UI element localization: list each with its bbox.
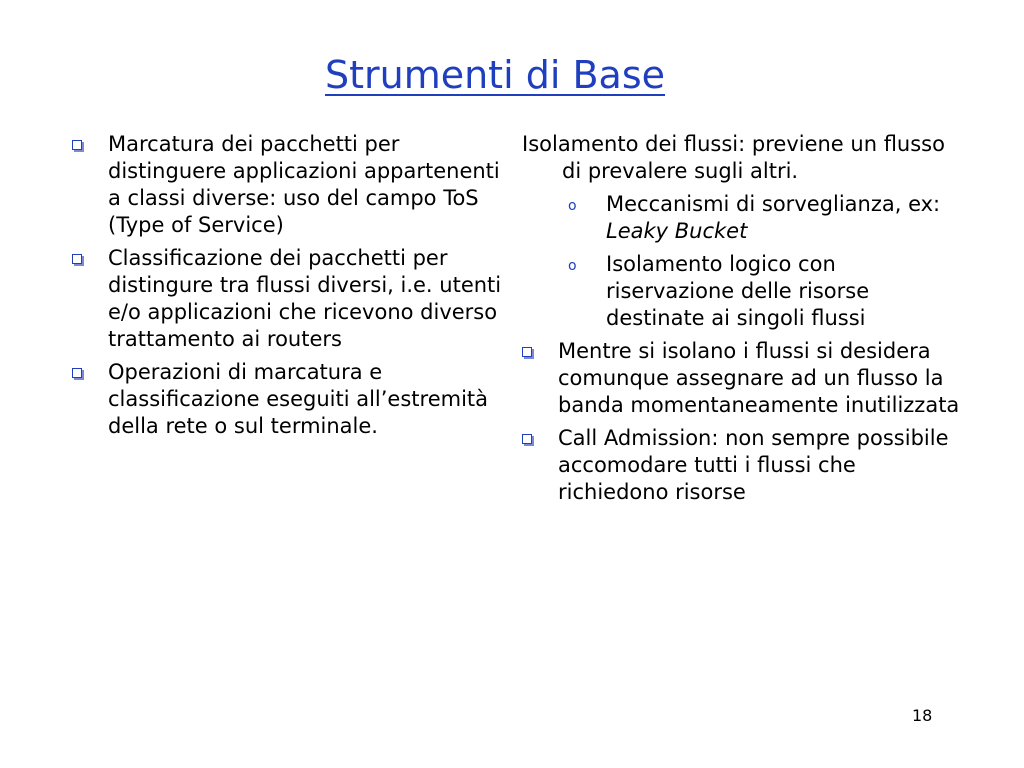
- circle-bullet-icon: o: [568, 198, 577, 214]
- sub-list-item-plain: Meccanismi di sorveglianza, ex:: [606, 192, 941, 216]
- list-item: [72, 359, 502, 440]
- sub-list-item-text: Isolamento logico con riservazione delle risorse destinate ai singoli flussi: [606, 252, 870, 330]
- circle-bullet-icon: o: [568, 258, 577, 274]
- sub-list-item-emphasis: Leaky Bucket: [606, 219, 748, 243]
- square-bullet-icon: [522, 425, 558, 444]
- list-item-text: Mentre si isolano i flussi si desidera comunque assegnare ad un flusso la banda momentaneamente inutilizzata: [558, 339, 960, 417]
- left-column: [72, 131, 502, 446]
- square-bullet-icon: [72, 245, 108, 264]
- right-column: [522, 131, 962, 512]
- list-item-text: Marcatura dei pacchetti per distinguere applicazioni appartenenti a classi diverse: uso del campo ToS (Type of Service): [108, 132, 500, 237]
- list-item: [72, 131, 502, 239]
- slide-title: Strumenti di Base: [324, 53, 666, 97]
- square-bullet-icon: [522, 338, 558, 357]
- page-number: 18: [912, 706, 933, 725]
- square-bullet-icon: [72, 131, 108, 150]
- intro-paragraph: Isolamento dei flussi: previene un flusso di prevalere sugli altri.: [522, 132, 945, 183]
- list-item-text: Call Admission: non sempre possibile accomodare tutti i flussi che richiedono risorse: [558, 426, 949, 504]
- list-item-text: Classificazione dei pacchetti per distingure tra flussi diversi, i.e. utenti e/o applicazioni che ricevono diverso trattamento ai routers: [108, 246, 502, 351]
- list-item: [522, 425, 962, 506]
- list-item: [522, 338, 962, 419]
- sub-list-item: [568, 191, 962, 245]
- sub-list-item: [568, 251, 962, 332]
- square-bullet-icon: [72, 359, 108, 378]
- list-item-text: Operazioni di marcatura e classificazione eseguiti all’estremità della rete o sul terminale.: [108, 360, 489, 438]
- list-item: [72, 245, 502, 353]
- sub-list-item-text: [606, 191, 962, 245]
